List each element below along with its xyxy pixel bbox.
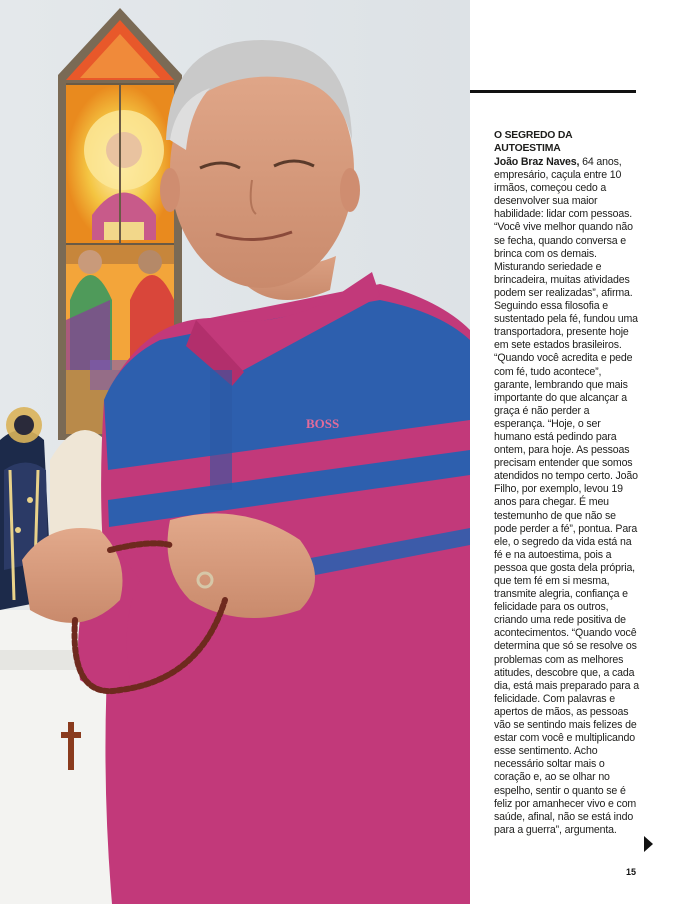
article-heading: O SEGREDO DA AUTOESTIMA <box>494 130 573 154</box>
page-number: 15 <box>626 867 637 877</box>
article-column <box>494 129 640 837</box>
header-rule <box>470 90 636 93</box>
article-text: 64 anos, empresário, caçula entre 10 irmãos, começou cedo a desenvolver sua maior habilidade: lidar com pessoas. “Você vive melhor quando não se fecha, quando conversa e brinca com os demais. Misturando seriedade e brincadeira, muitas atividades podem ser realizadas”, afirma. Seguindo essa filosofia e sustentado pela fé, fundou uma transportadora, presente hoje em sete estados brasileiros. “Quando você acredita e pede com fé, tudo acontece”, garante, lembrando que mais importante do que alcançar a graça é não perder a esperança. “Hoje, o ser humano está pedindo para ontem, para hoje. As pessoas precisam entender que somos atendidos no tempo certo. João Filho, por exemplo, levou 19 anos para chegar. É meu testemunho de que não se pode perder a fé”, pontua. Para ele, o segredo da vida está na fé e na autoestima, pois a pessoa que gosta dela própria, que tem fé em si mesma, transmite alegria, confiança e felicidade para os outros, criando uma rede positiva de acontecimentos. “Quando você determina que só se resolve os problemas com as melhores atitudes, descobre que, a cada dia, está mais preparado para a felicidade. Com palavras e apertos de mãos, as pessoas vão se sentindo mais felizes de estar com você e multiplicando esse sentimento. Acho necessário soltar mais o coração e, ao se olhar no espelho, sentir o quanto se é feliz por amanhecer vivo e com saúde, afinal, não se está indo para a guerra”, argumenta. <box>494 156 639 836</box>
article-body <box>494 156 640 837</box>
cross-icon <box>68 722 74 770</box>
shirt-logo: BOSS <box>306 416 340 431</box>
lead-name: João Braz Naves, <box>494 156 580 168</box>
next-page-arrow-icon[interactable] <box>644 836 653 852</box>
